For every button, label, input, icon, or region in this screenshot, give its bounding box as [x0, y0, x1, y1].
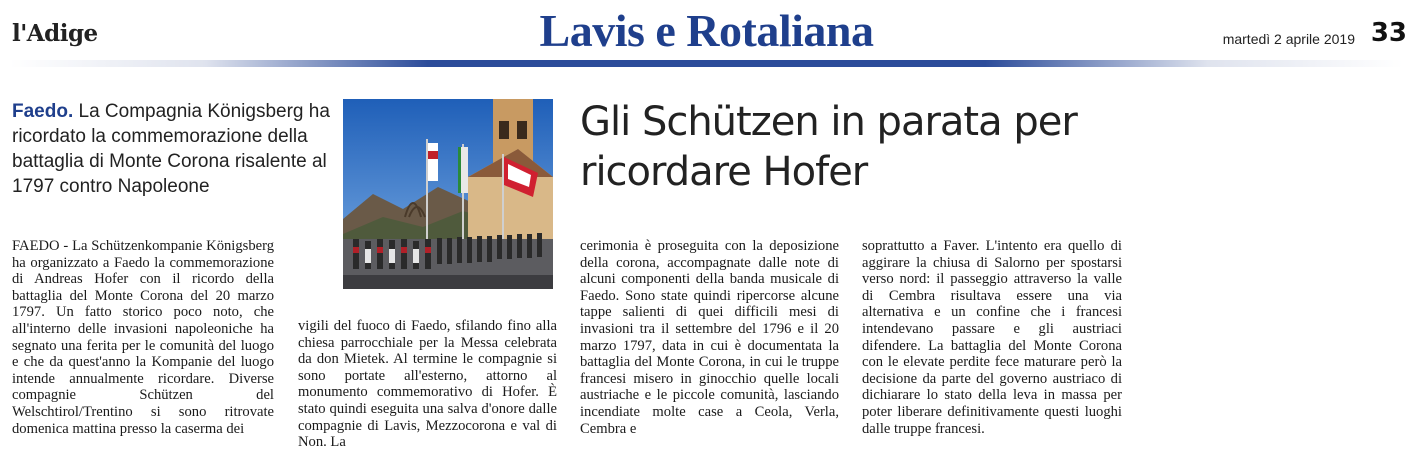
photo-image — [343, 99, 553, 289]
column-text: soprattutto a Faver. L'intento era quello di aggirare la chiusa di Salorno per spostarsi verso nord: il passeggio attraverso la valle di Cembra risultava essere una via alternativa e un confine che i francesi intendevano passare e gli austriaci difendere. La battaglia del Monte Corona con le elevate perdite fece maturare però la decisione da parte del governo austriaco di dichiarare lo stato della leva in massa per poter liberare definitivamente questi luoghi dalle truppe francesi. — [862, 238, 1122, 437]
column-text: vigili del fuoco di Faedo, sfilando fino alla chiesa parrocchiale per la Messa celebrata da don Mietek. Al termine le compagnie si sono portate all'esterno, attorno al monumento commemorativo di Hofer. È stato quindi eseguita una salva d'onore dalle compagnie di Lavis, Mezzocorona e val di Non. La — [298, 318, 557, 451]
lead-text: La Compagnia Königsberg ha ricordato la commemorazione della battaglia di Monte Corona risalente al 1797 contro Napoleone — [12, 101, 330, 197]
article-column-1 — [12, 238, 274, 437]
article-column-4 — [862, 238, 1122, 437]
article-lead — [12, 99, 330, 199]
masthead-divider — [10, 60, 1403, 67]
article-column-2 — [298, 318, 557, 451]
column-text: FAEDO - La Schützenkompanie Königsberg ha organizzato a Faedo la commemorazione di Andreas Hofer con il ricordo della battaglia del Monte Corona del 20 marzo 1797. Un fatto storico poco noto, che all'interno delle invasioni napoleoniche ha segnato una ferita per le comunità del luogo e che da quest'anno la Kompanie del luogo intende annualmente ricordare. Diverse compagnie Schützen del Welschtirol/Trentino si sono ritrovate domenica mattina presso la caserma dei — [12, 238, 274, 437]
lead-place: Faedo. — [12, 101, 74, 122]
page-number: 33 — [1370, 18, 1407, 48]
column-text: cerimonia è proseguita con la deposizione della corona, accompagnate dalle note di alcuni componenti della banda musicale di Faedo. Sono state quindi ripercorse alcune tappe salienti di quei difficili mesi di invasioni tra il settembre del 1796 e il 20 marzo 1797, data in cui è documentata la battaglia del Monte Corona, in cui le truppe francesi misero in ginocchio quelle locali austriache e le piccole comunità, lasciando incendiate molte case a Ceola, Verla, Cembra e — [580, 238, 839, 437]
article-column-3 — [580, 238, 839, 437]
issue-date: martedì 2 aprile 2019 — [1222, 31, 1355, 47]
newspaper-logo: l'Adige — [12, 20, 98, 47]
article-headline: Gli Schützen in parata per ricordare Hofer — [580, 99, 1077, 195]
section-title: Lavis e Rotaliana — [539, 5, 874, 56]
masthead — [0, 0, 1413, 68]
article-photo — [343, 99, 553, 289]
